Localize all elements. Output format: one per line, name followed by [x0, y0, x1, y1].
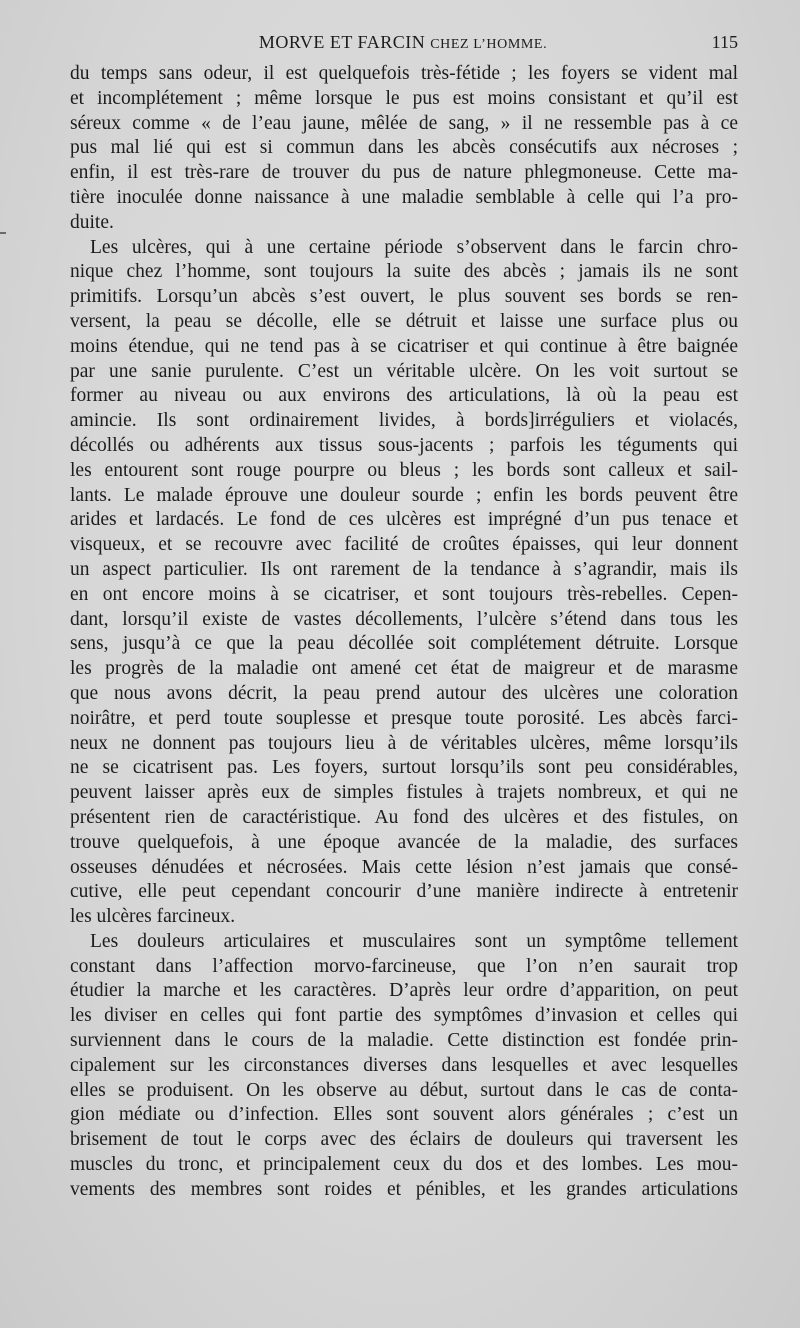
text-line: amincie. Ils sont ordinairement livides, à bords]irréguliers et violacés, [70, 410, 738, 432]
body-text [70, 62, 738, 1203]
text-line: neux ne donnent pas toujours lieu à de véritables ulcères, même lorsqu’ils [70, 732, 738, 754]
text-line: décollés ou adhérents aux tissus sous-jacents ; parfois les téguments qui [70, 434, 738, 456]
text-line: versent, la peau se décolle, elle se détruit et laisse une surface plus ou [70, 310, 738, 332]
text-line: enfin, il est très-rare de trouver du pus de nature phlegmoneuse. Cette ma- [70, 162, 738, 184]
text-line: les entourent sont rouge pourpre ou bleus ; les bords sont calleux et sail- [70, 459, 738, 481]
text-line: tière inoculée donne naissance à une maladie semblable à celle qui l’a pro- [70, 186, 738, 208]
page-number: 115 [711, 32, 738, 52]
text-line: former au niveau ou aux environs des articulations, là où la peau est [70, 385, 738, 407]
text-line: vements des membres sont roides et pénibles, et les grandes articulations [70, 1178, 738, 1200]
margin-mark [0, 232, 6, 234]
text-line: trouve quelquefois, à une époque avancée de la maladie, des surfaces [70, 831, 738, 853]
text-line: noirâtre, et perd toute souplesse et presque toute porosité. Les abcès farci- [70, 707, 738, 729]
text-span: Les douleurs articulaires et musculaires sont un symptôme tellement [90, 930, 738, 952]
text-line: en ont encore moins à se cicatriser, et sont toujours très-rebelles. Cepen- [70, 583, 738, 605]
text-line: gion médiate ou d’infection. Elles sont souvent alors générales ; c’est un [70, 1104, 738, 1126]
text-line: peuvent laisser après eux de simples fistules à trajets nombreux, et qui ne [70, 782, 738, 804]
text-line: et incomplétement ; même lorsque le pus est moins consistant et qu’il est [70, 87, 738, 109]
text-line: muscles du tronc, et principalement ceux du dos et des lombes. Les mou- [70, 1154, 738, 1176]
text-line: arides et lardacés. Le fond de ces ulcères est imprégné d’un pus tenace et [70, 509, 738, 531]
text-line: par une sanie purulente. C’est un véritable ulcère. On les voit surtout se [70, 360, 738, 382]
text-line: étudier la marche et les caractères. D’après leur ordre d’apparition, on peut [70, 980, 738, 1002]
text-line: les ulcères farcineux. [70, 906, 236, 928]
paragraph-ulceres-first-line [70, 236, 738, 261]
text-line: duite. [70, 211, 114, 233]
running-head-main: MORVE ET FARCIN [258, 32, 431, 52]
running-head-small-caps: CHEZ L’HOMME. [430, 37, 548, 52]
running-head [68, 32, 738, 53]
text-line: du temps sans odeur, il est quelquefois très-fétide ; les foyers se vident mal [70, 63, 738, 84]
text-span: Les ulcères, qui à une certaine période s’observent dans le farcin chro- [90, 236, 738, 258]
text-line: visqueux, et se recouvre avec facilité de croûtes épaisses, qui leur donnent [70, 534, 738, 556]
text-line: présentent rien de caractéristique. Au fond des ulcères et des fistules, on [70, 806, 738, 828]
text-line: dant, lorsqu’il existe de vastes décollements, l’ulcère s’étend dans tous les [70, 608, 738, 630]
text-line: elles se produisent. On les observe au début, surtout dans le cas de conta- [70, 1079, 738, 1101]
text-line: surviennent dans le cours de la maladie. Cette distinction est fondée prin- [70, 1030, 738, 1052]
text-line: les progrès de la maladie ont amené cet état de maigreur et de marasme [70, 658, 738, 680]
paragraph-douleurs-first-line [70, 930, 738, 955]
text-line: nique chez l’homme, sont toujours la suite des abcès ; jamais ils ne sont [70, 261, 738, 283]
text-line: cutive, elle peut cependant concourir d’une manière indirecte à entretenir [70, 881, 738, 903]
text-line: osseuses dénudées et nécrosées. Mais cette lésion n’est jamais que consé- [70, 856, 738, 878]
text-line: sens, jusqu’à ce que la peau décollée soit complétement détruite. Lorsque [70, 633, 738, 655]
text-line: brisement de tout le corps avec des éclairs de douleurs qui traversent les [70, 1129, 738, 1151]
page-header [68, 32, 738, 58]
text-line: ne se cicatrisent pas. Les foyers, surtout lorsqu’ils sont peu considérables, [70, 757, 738, 779]
text-line: moins étendue, qui ne tend pas à se cicatriser et qui continue à être baignée [70, 335, 738, 357]
text-line: lants. Le malade éprouve une douleur sourde ; enfin les bords peuvent être [70, 484, 738, 506]
text-line: constant dans l’affection morvo-farcineuse, que l’on n’en saurait trop [70, 955, 738, 977]
text-line: séreux comme « de l’eau jaune, mêlée de sang, » il ne ressemble pas à ce [70, 112, 738, 134]
text-line: cipalement sur les circonstances diverses dans lesquelles et avec lesquelles [70, 1054, 738, 1076]
text-line: pus mal lié qui est si commun dans les abcès consécutifs aux nécroses ; [70, 137, 738, 159]
text-line: un aspect particulier. Ils ont rarement de la tendance à s’agrandir, mais ils [70, 558, 738, 580]
text-line: les diviser en celles qui font partie des symptômes d’invasion et celles qui [70, 1005, 738, 1027]
text-line: primitifs. Lorsqu’un abcès s’est ouvert, le plus souvent ses bords se ren- [70, 286, 738, 308]
text-line: que nous avons décrit, la peau prend autour des ulcères une coloration [70, 682, 738, 704]
